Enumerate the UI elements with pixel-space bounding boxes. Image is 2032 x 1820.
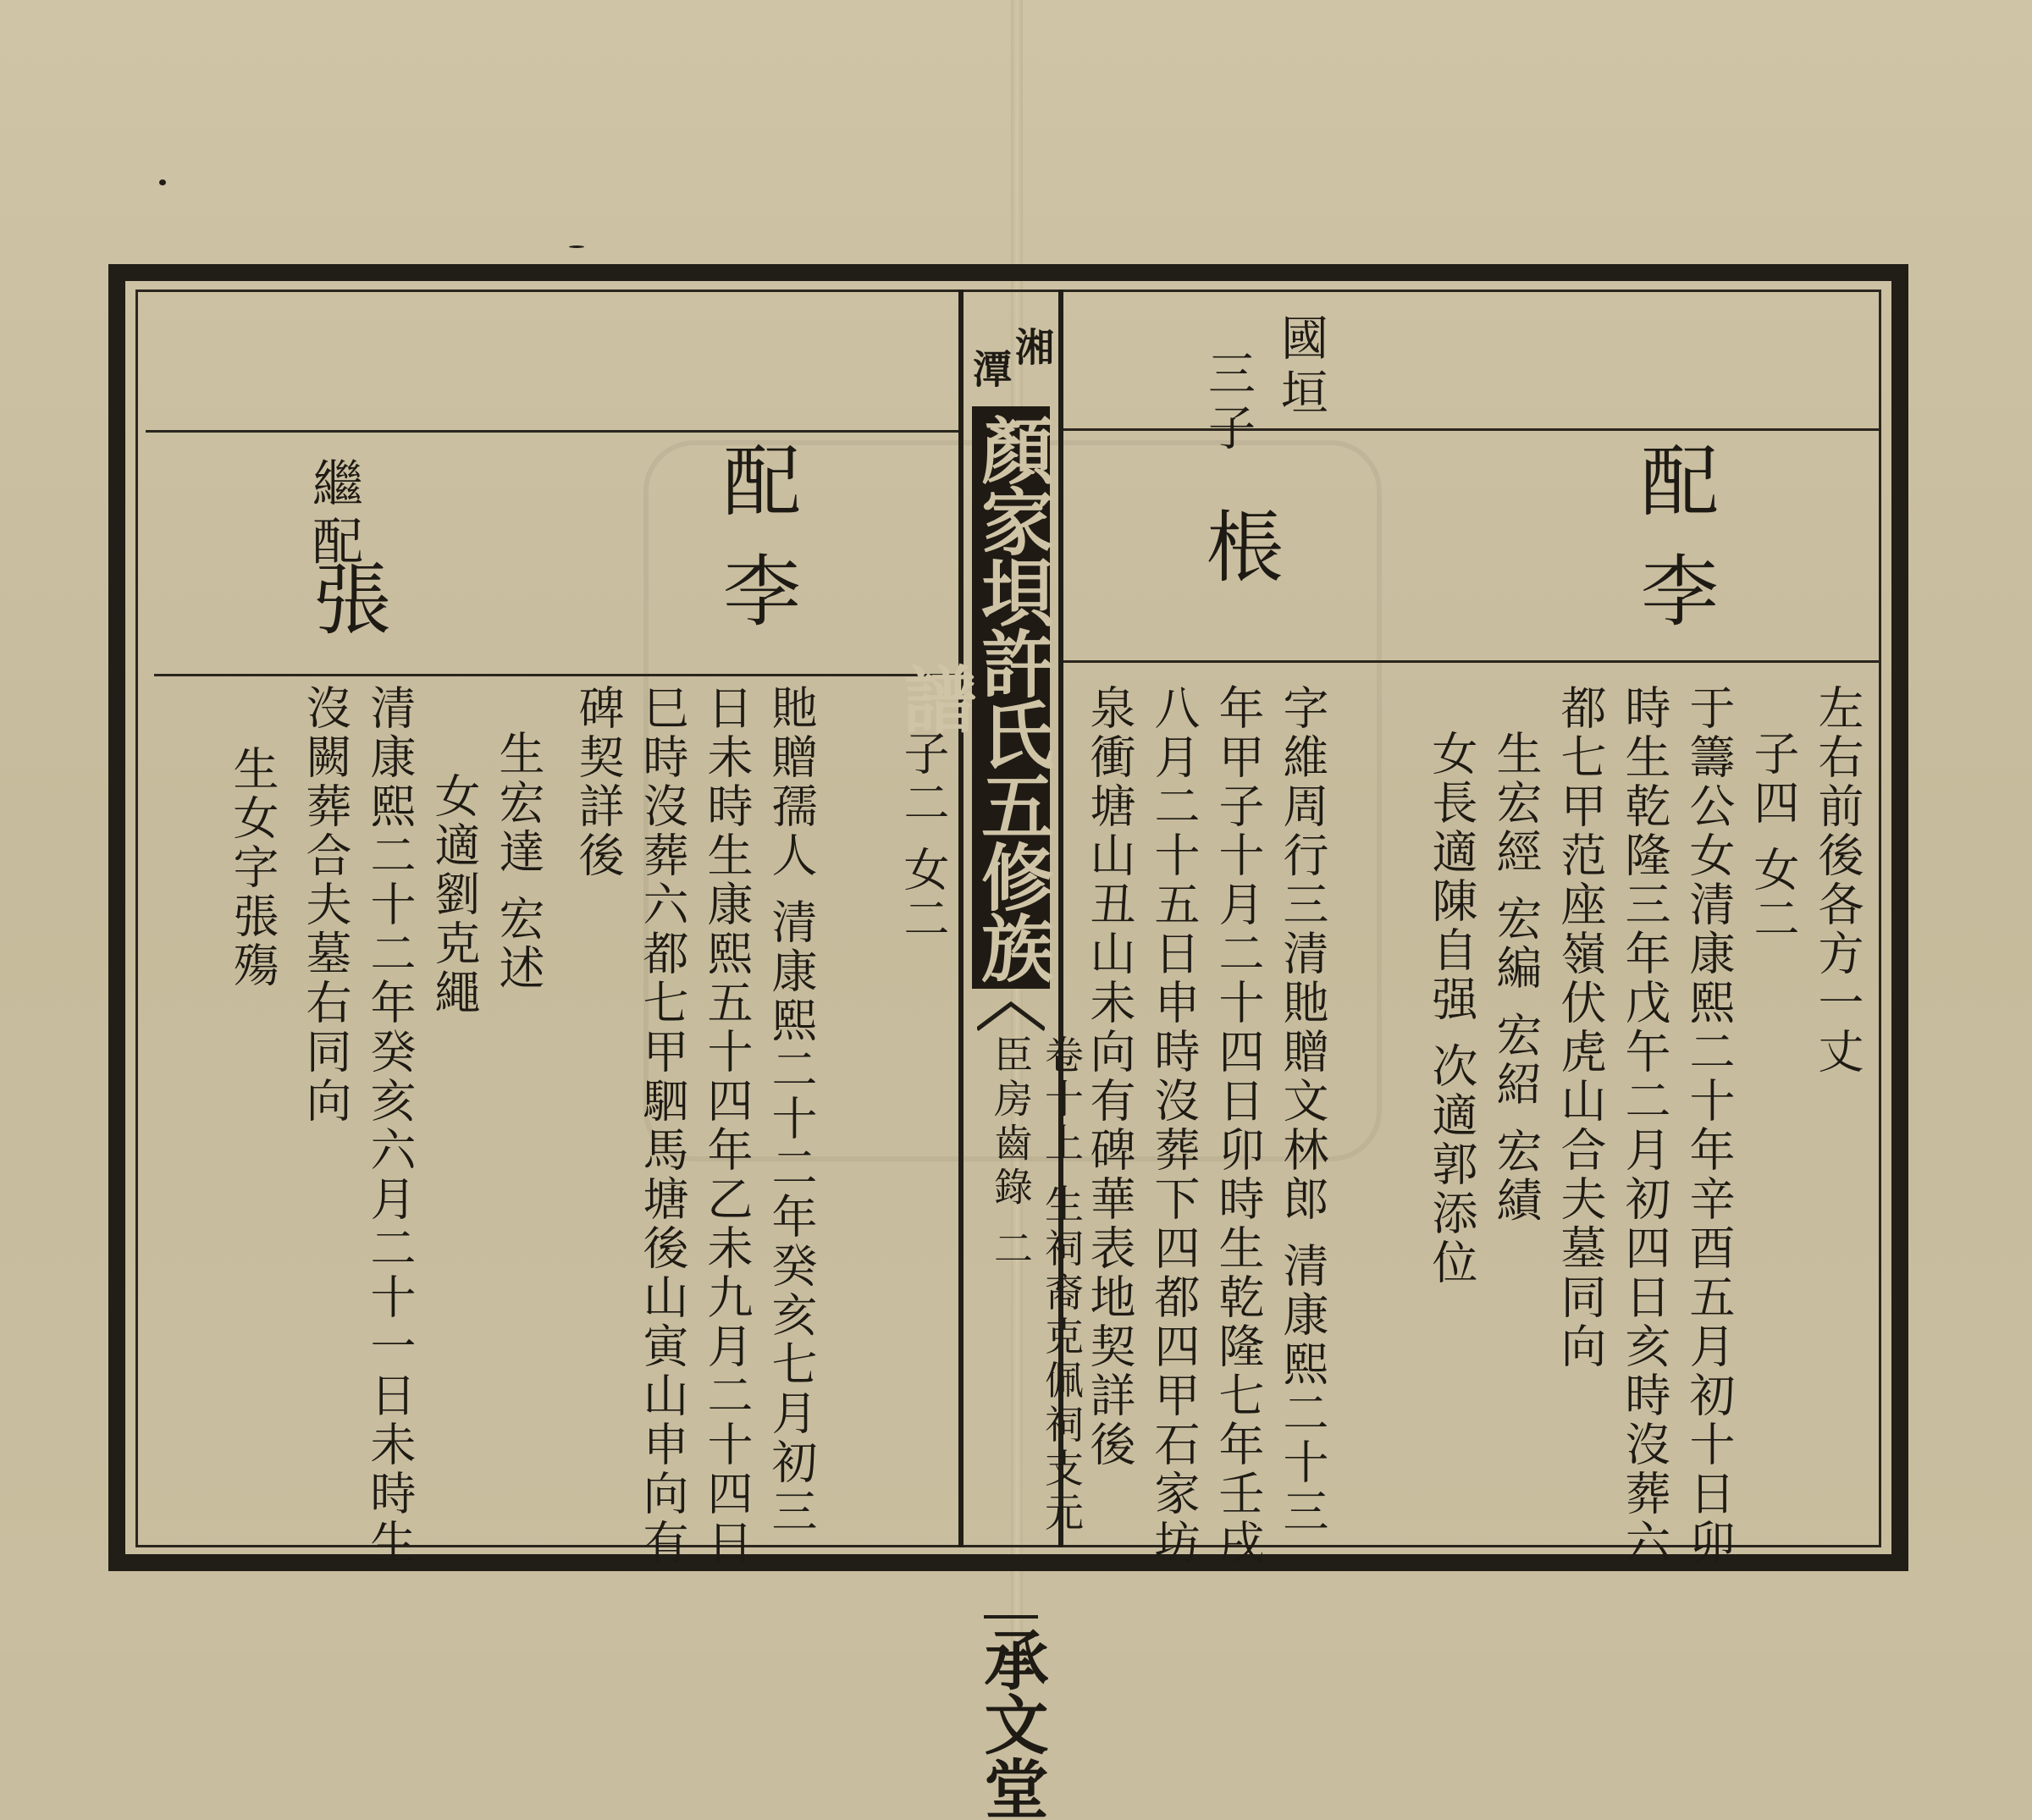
right-spouse-surname: 李: [1628, 550, 1719, 645]
ink-spot: [569, 245, 584, 248]
text-column: 日未時生康熙五十四年乙未九月二十四日: [700, 684, 754, 1568]
second-spouse-surname: 張: [301, 559, 391, 654]
text-column: 于籌公女清康熙二十年辛酉五月初十日卯: [1682, 684, 1736, 1568]
text-column: 子二 女二: [897, 730, 950, 945]
text-column: 八月二十五日申時沒葬下四都四甲石家坊: [1147, 684, 1201, 1568]
text-column: 女長適陳自强 次適郭添位: [1425, 730, 1478, 1288]
text-column: 左右前後各方一丈: [1811, 684, 1864, 1077]
gutter-left-edge: [958, 290, 964, 1547]
right-top-col2: 三子: [1201, 349, 1256, 457]
text-column: 女適劉克繩: [428, 772, 481, 1018]
text-column: 年甲子十月二十四日卯時生乾隆七年壬戌: [1212, 684, 1265, 1568]
right-top-col1: 國垣: [1273, 313, 1328, 422]
text-column: 泉衝塘山丑山未向有碑華表地契詳後: [1083, 684, 1136, 1470]
text-column: 貤贈孺人 清康熙二十二年癸亥七月初三: [765, 684, 818, 1537]
person-name: 棖: [1193, 506, 1284, 601]
text-column: 子四 女二: [1747, 730, 1800, 945]
text-column: 碑契詳後: [572, 684, 625, 880]
book-title: 顏家垻許氏五修族譜: [972, 406, 1050, 989]
right-rule-bottom: [1063, 660, 1881, 663]
hall-separator: [984, 1615, 1038, 1619]
text-column: 都七甲范座嶺伏虎山合夫墓同向: [1554, 684, 1607, 1371]
text-column: 生女字張殤: [226, 745, 279, 990]
text-column: 巳時沒葬六都七甲駟馬塘後山寅山申向有: [636, 684, 689, 1568]
left-spouse-surname: 李: [710, 550, 801, 645]
place-name-tan: 潭: [967, 349, 1013, 388]
text-column: 沒闕葬合夫墓右同向: [299, 684, 352, 1126]
right-rule-top: [1063, 428, 1881, 431]
ink-spot: [159, 179, 166, 185]
hall-name: 承文堂: [974, 1627, 1049, 1820]
text-column: 時生乾隆三年戊午二月初四日亥時沒葬六: [1618, 684, 1671, 1568]
text-column: 生宏經 宏編 宏紹 宏績: [1489, 730, 1543, 1226]
volume-line: 卷十上 生祠裔克佩祠支元臣房齒錄 二: [988, 1034, 1085, 1536]
place-name-xiang: 湘: [1009, 327, 1055, 366]
second-spouse-label: 繼配: [304, 457, 363, 572]
fish-tail-mark: [977, 999, 1045, 1033]
text-column: 清康熙二十二年癸亥六月二十一日未時生: [363, 684, 417, 1568]
right-spouse-label: 配: [1628, 440, 1719, 535]
left-spouse-label: 配: [710, 440, 801, 535]
left-rule-top: [146, 430, 958, 433]
text-column: 字維周行三清貤贈文林郎 清康熙二十三: [1276, 684, 1329, 1537]
left-rule-bottom: [154, 674, 958, 676]
text-column: 生宏達 宏述: [492, 730, 545, 994]
